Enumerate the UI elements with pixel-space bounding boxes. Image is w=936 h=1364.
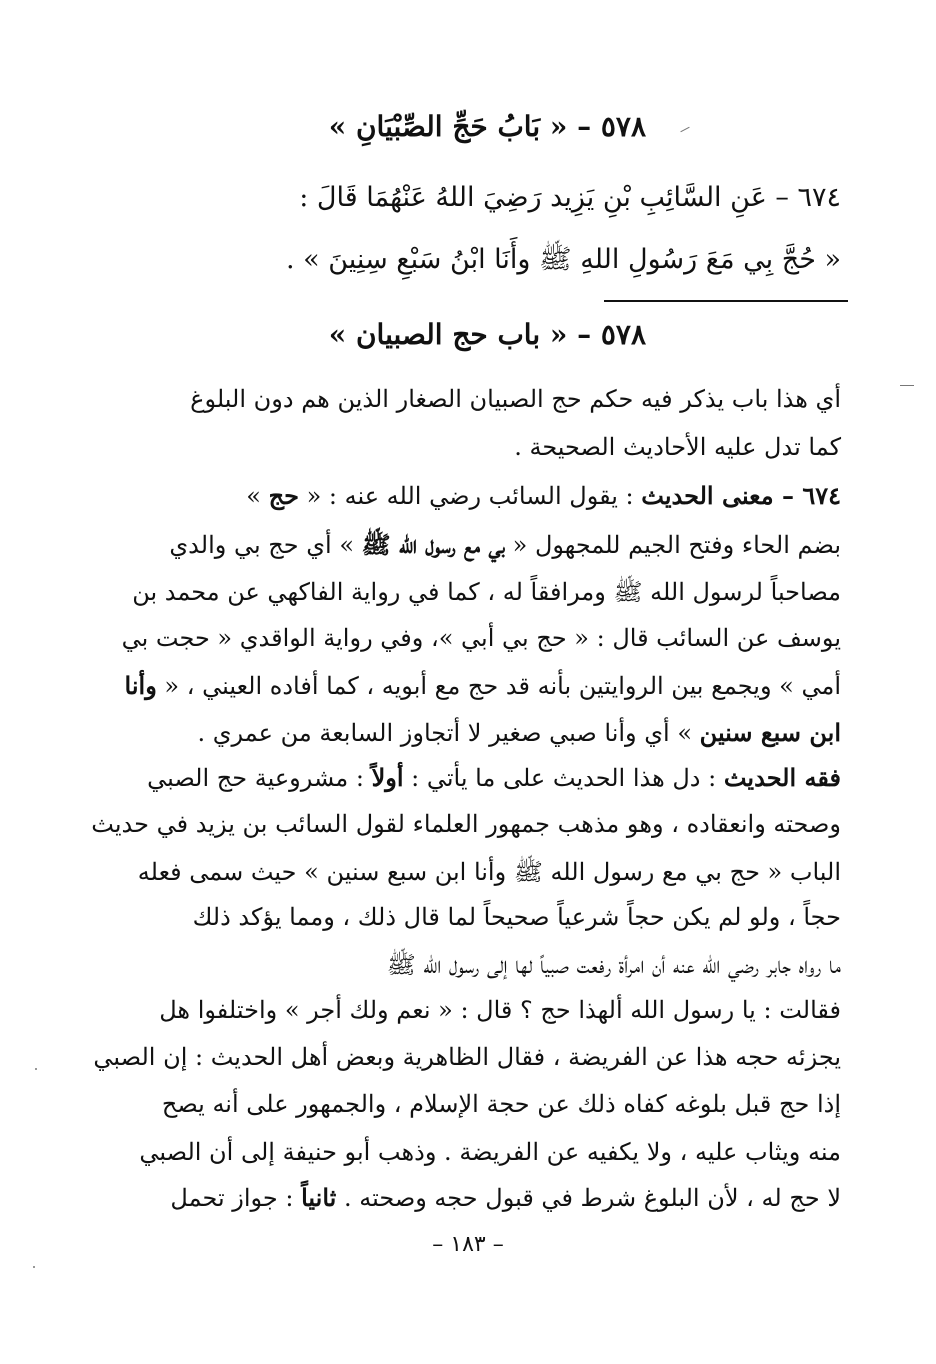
chapter-heading-commentary: ٥٧٨ – « باب حج الصبيان »	[328, 318, 646, 351]
section-label-meaning: ٦٧٤ – معنى الحديث	[641, 481, 841, 510]
section-divider	[604, 300, 848, 302]
commentary-fragment: »	[246, 482, 269, 510]
commentary-line: يوسف عن السائب قال : « حج بي أبي »، وفي رواية الواقدي « حجت بي	[121, 624, 841, 652]
point-label-first: أولاً	[371, 763, 404, 792]
commentary-line	[125, 671, 841, 700]
commentary-fragment: أمي » ويجمع بين الروايتين بأنه قد حج مع أبويه ، كما أفاده العيني ، «	[156, 672, 841, 700]
commentary-line: وصحته وانعقاده ، وهو مذهب جمهور العلماء لقول السائب بن يزيد في حديث	[91, 810, 841, 838]
page-number: – ١٨٣ –	[432, 1232, 504, 1257]
commentary-fragment: : يقول السائب رضي الله عنه : «	[298, 482, 642, 510]
scan-speck	[680, 127, 689, 133]
scan-speck	[35, 1068, 37, 1070]
commentary-line: الباب « حج بي مع رسول الله ﷺ وأنا ابن سبع سنين » حيث سمى فعله	[137, 858, 841, 886]
commentary-line	[197, 718, 841, 747]
commentary-fragment: لا حج له ، لأن البلوغ شرط في قبول حجه وصحته .	[336, 1184, 841, 1212]
point-label-second: ثانياً	[301, 1183, 337, 1212]
section-label-fiqh: فقه الحديث	[723, 763, 841, 792]
commentary-line: إذا حج قبل بلوغه كفاه ذلك عن حجة الإسلام ، والجمهور على أنه يصح	[161, 1090, 841, 1118]
commentary-line: حجاً ، ولو لم يكن حجاً شرعياً صحيحاً لما قال ذلك ، ومما يؤكد ذلك	[192, 903, 841, 931]
quoted-term: بي مع رسول الله ﷺ	[361, 530, 505, 559]
commentary-fragment: » أي وأنا صبي صغير لا أتجاوز السابعة من عمري .	[197, 719, 700, 747]
chapter-heading-vocalized: ٥٧٨ – « بَابُ حَجِّ الصِّبْيَانِ »	[328, 110, 646, 143]
commentary-fragment: : جواز تحمل	[170, 1184, 302, 1212]
quoted-term: حج	[268, 481, 299, 510]
commentary-line: منه ويثاب عليه ، ولا يكفيه عن الفريضة . وذهب أبو حنيفة إلى أن الصبي	[139, 1138, 841, 1166]
commentary-line: مصاحباً لرسول الله ﷺ ومرافقاً له ، كما في رواية الفاكهي عن محمد بن	[132, 578, 841, 606]
commentary-line	[147, 763, 841, 792]
commentary-line: ما رواه جابر رضي الله عنه أن امرأة رفعت صبياً لها إلى رسول الله ﷺ	[386, 951, 841, 979]
scan-speck	[900, 385, 914, 386]
scan-speck	[33, 1266, 35, 1268]
commentary-line: كما تدل عليه الأحاديث الصحيحة .	[514, 433, 841, 461]
commentary-fragment: » أي حج بي والدي	[169, 531, 362, 559]
hadith-text-line: ٦٧٤ – عَنِ السَّائِبِ بْنِ يَزِيد رَضِيَ اللهُ عَنْهُمَا قَالَ :	[299, 182, 841, 213]
hadith-text-line: « حُجَّ بِي مَعَ رَسُولِ اللهِ ﷺ وأَنَا ابْنُ سَبْعِ سِنِينَ » .	[285, 244, 841, 275]
quoted-term: وأنا	[124, 671, 157, 700]
commentary-line: أي هذا باب يذكر فيه حكم حج الصبيان الصغار الذين هم دون البلوغ	[190, 385, 841, 413]
commentary-line	[170, 1183, 841, 1212]
quoted-term: ابن سبع سنين	[699, 718, 841, 747]
commentary-line	[169, 530, 841, 565]
commentary-fragment: : مشروعية حج الصبي	[147, 764, 372, 792]
commentary-line: فقالت : يا رسول الله ألهذا حج ؟ قال : « نعم ولك أجر » واختلفوا هل	[159, 996, 841, 1024]
commentary-fragment: بضم الحاء وفتح الجيم للمجهول «	[505, 531, 841, 559]
commentary-line: يجزئه حجه هذا عن الفريضة ، فقال الظاهرية وبعض أهل الحديث : إن الصبي	[93, 1043, 841, 1071]
commentary-fragment: : دل هذا الحديث على ما يأتي :	[403, 764, 724, 792]
commentary-line	[246, 481, 841, 510]
